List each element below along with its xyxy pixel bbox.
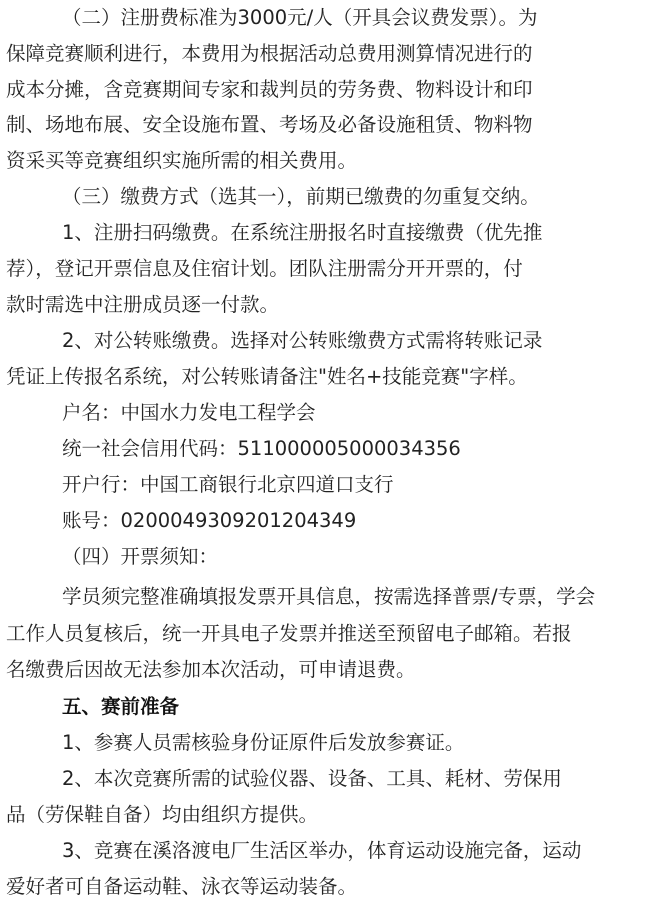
credit-code-line: 统一社会信用代码：51100000500003435​6 bbox=[62, 437, 461, 460]
paragraph-line: 保障竞赛顺利进行，本费用为根据活动总费用测算情况进行的 bbox=[6, 42, 533, 65]
account-number-line: 账号：0200049309201204349 bbox=[62, 509, 357, 532]
paragraph-line: （三）缴费方式（选其一），前期已缴费的勿重复交纳。 bbox=[62, 185, 540, 208]
paragraph-line: 1、注册扫码缴费。在系统注册报名时直接缴费（优先推 bbox=[62, 221, 543, 244]
paragraph-line: 成本分摊，含竞赛期间专家和裁判员的劳务费、物料设计和印 bbox=[6, 78, 533, 101]
account-name-line: 户名：中国水力发电工程学会 bbox=[62, 401, 316, 424]
paragraph-line: 凭证上传报名系统，对公转账请备注"姓名+技能竞赛"字样。 bbox=[6, 365, 528, 388]
paragraph-line: 制、场地布展、安全设施布置、考场及必备设施租赁、物料物 bbox=[6, 113, 533, 136]
paragraph-line: 2、对公转账缴费。选择对公转账缴费方式需将转账记录 bbox=[62, 329, 543, 352]
paragraph-line: 3、竞赛在溪洛渡电厂生活区举办，体育运动设施完备，运动 bbox=[62, 839, 582, 862]
paragraph-line: 爱好者可自备运动鞋、泳衣等运动装备。 bbox=[6, 875, 358, 898]
paragraph-line: 品（劳保鞋自备）均由组织方提供。 bbox=[6, 803, 319, 826]
paragraph-line: （二）注册费标准为3000元/人（开具会议费发票）。为 bbox=[62, 6, 538, 29]
paragraph-line: 学员须完整准确填报发票开具信息，按需选择普票/专票，学会 bbox=[62, 585, 596, 608]
paragraph-line: 资采买等竞赛组织实施所需的相关费用。 bbox=[6, 149, 358, 172]
paragraph-line: 1、参赛人员需核验身份证原件后发放参赛证。 bbox=[62, 731, 465, 754]
paragraph-line: 荐），登记开票信息及住宿计划。团队注册需分开开票的，付 bbox=[6, 257, 523, 280]
section-heading: 五、赛前准备 bbox=[62, 695, 180, 718]
paragraph-line: 2、本次竞赛所需的试验仪器、设备、工具、耗材、劳保用 bbox=[62, 767, 562, 790]
paragraph-line: 工作人员复核后，统一开具电子发票并推送至预留电子邮箱。若报 bbox=[6, 622, 572, 645]
bank-line: 开户行：中国工商银行北京四道口支行 bbox=[62, 473, 394, 496]
paragraph-line: 名缴费后因故无法参加本次活动，可申请退费。 bbox=[6, 658, 416, 681]
paragraph-line: 款时需选中注册成员逐一付款。 bbox=[6, 293, 280, 316]
section-subheading: （四）开票须知： bbox=[62, 545, 219, 568]
